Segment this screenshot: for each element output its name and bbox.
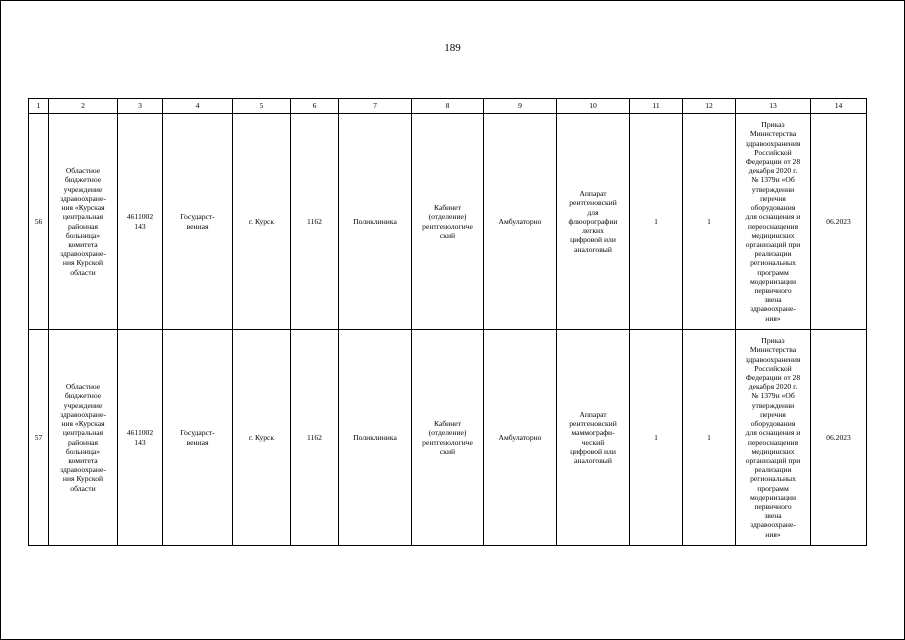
column-header: 7 <box>339 99 412 114</box>
facility-type-cell: Поликлиника <box>339 330 412 546</box>
date-cell: 06.2023 <box>811 330 867 546</box>
quantity-cell: 1 <box>630 330 683 546</box>
table-row <box>29 114 867 330</box>
column-header: 13 <box>736 99 811 114</box>
header-row <box>29 99 867 114</box>
city-cell: г. Курск <box>233 330 291 546</box>
care-mode-cell: Амбулаторно <box>484 330 557 546</box>
quantity-cell: 1 <box>630 114 683 330</box>
column-header: 6 <box>291 99 339 114</box>
department-cell: Кабинет (отделение) рентгенологиче ский <box>412 114 484 330</box>
column-header: 1 <box>29 99 49 114</box>
column-header: 10 <box>557 99 630 114</box>
inn-cell: 4611002 143 <box>118 330 163 546</box>
column-header: 8 <box>412 99 484 114</box>
column-header: 14 <box>811 99 867 114</box>
column-header: 11 <box>630 99 683 114</box>
ownership-cell: Государст- венная <box>163 114 233 330</box>
inn-cell: 4611002 143 <box>118 114 163 330</box>
table-row <box>29 330 867 546</box>
city-cell: г. Курск <box>233 114 291 330</box>
ownership-cell: Государст- венная <box>163 330 233 546</box>
column-header: 3 <box>118 99 163 114</box>
column-header: 12 <box>683 99 736 114</box>
care-mode-cell: Амбулаторно <box>484 114 557 330</box>
organization-cell: Областное бюджетное учреждение здравоохране- ния «Курская центральная районная больница» комитета здравоохране- ния Курской области <box>49 330 118 546</box>
column-header: 4 <box>163 99 233 114</box>
department-cell: Кабинет (отделение) рентгенологиче ский <box>412 330 484 546</box>
column-header: 5 <box>233 99 291 114</box>
equipment-cell: Аппарат рентгеновский маммографи- ческий цифровой или аналоговый <box>557 330 630 546</box>
equipment-cell: Аппарат рентгеновский для флюорографии легких цифровой или аналоговый <box>557 114 630 330</box>
data-table <box>28 98 867 546</box>
regulation-cell: Приказ Министерства здравоохранения Российской Федерации от 28 декабря 2020 г. № 1379н «Об утверждении перечня оборудования для оснащения и переоснащения медицинских организаций при реализации региональных программ модернизации первичного звена здравоохране- ния» <box>736 330 811 546</box>
code-cell: 1162 <box>291 330 339 546</box>
quantity-cell: 1 <box>683 330 736 546</box>
date-cell: 06.2023 <box>811 114 867 330</box>
row-number-cell: 57 <box>29 330 49 546</box>
facility-type-cell: Поликлиника <box>339 114 412 330</box>
organization-cell: Областное бюджетное учреждение здравоохране- ния «Курская центральная районная больница» комитета здравоохране- ния Курской области <box>49 114 118 330</box>
row-number-cell: 56 <box>29 114 49 330</box>
regulation-cell: Приказ Министерства здравоохранения Российской Федерации от 28 декабря 2020 г. № 1379н «Об утверждении перечня оборудования для оснащения и переоснащения медицинских организаций при реализации региональных программ модернизации первичного звена здравоохране- ния» <box>736 114 811 330</box>
column-header: 2 <box>49 99 118 114</box>
page-number: 189 <box>444 42 461 54</box>
quantity-cell: 1 <box>683 114 736 330</box>
column-header: 9 <box>484 99 557 114</box>
code-cell: 1162 <box>291 114 339 330</box>
